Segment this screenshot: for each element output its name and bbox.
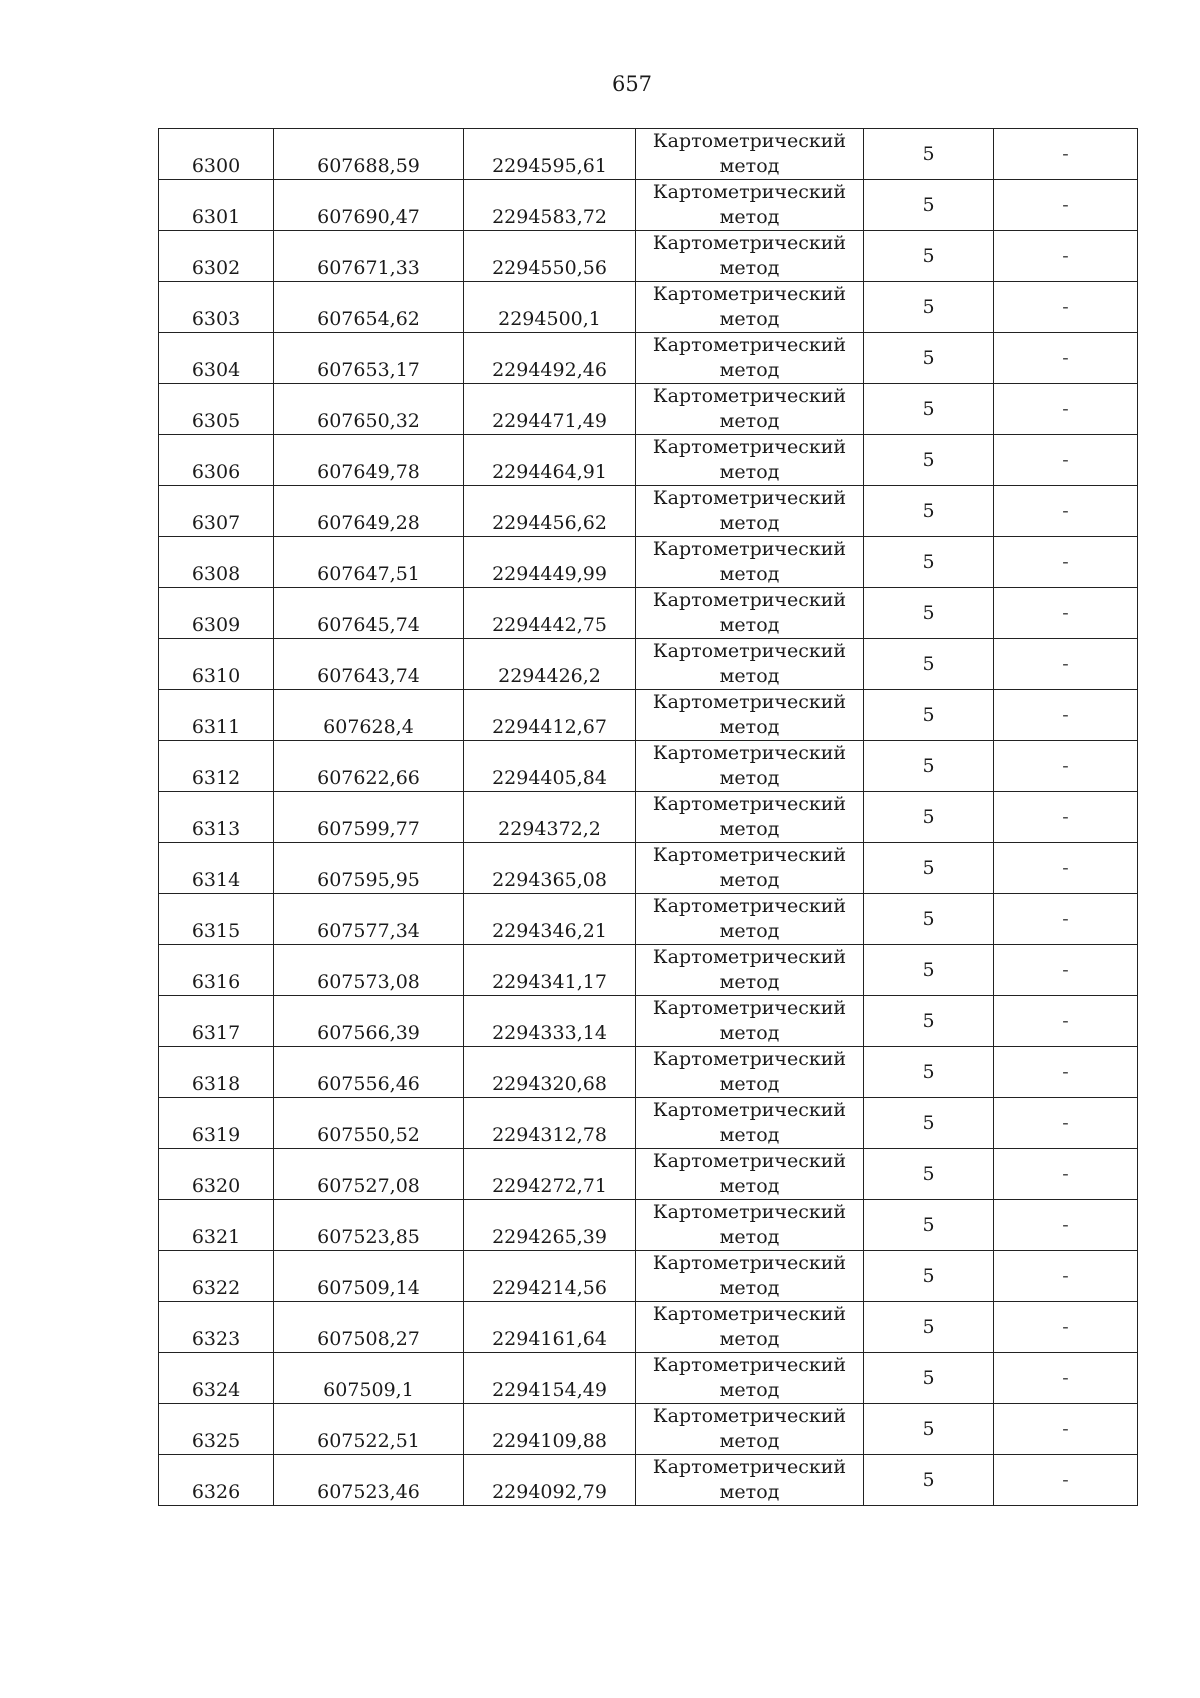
method-label-line1: Картометрический — [652, 1354, 847, 1376]
method-label-line1: Картометрический — [652, 487, 847, 509]
method-cell — [636, 1353, 864, 1404]
x-coordinate-cell: 607508,27 — [274, 1302, 464, 1353]
x-coordinate-cell: 607645,74 — [274, 588, 464, 639]
y-coordinate-cell: 2294412,67 — [464, 690, 636, 741]
note-cell: - — [994, 1455, 1138, 1506]
x-coordinate-cell: 607622,66 — [274, 741, 464, 792]
method-cell — [636, 741, 864, 792]
table-row — [159, 1047, 1138, 1098]
note-cell: - — [994, 945, 1138, 996]
method-label-line2: метод — [719, 461, 780, 483]
accuracy-cell: 5 — [864, 1047, 994, 1098]
table-row — [159, 639, 1138, 690]
point-number-cell: 6322 — [159, 1251, 274, 1302]
method-label-line2: метод — [719, 1277, 780, 1299]
y-coordinate-cell: 2294346,21 — [464, 894, 636, 945]
method-label-line2: метод — [719, 410, 780, 432]
point-number-cell: 6319 — [159, 1098, 274, 1149]
note-cell: - — [994, 333, 1138, 384]
y-coordinate-cell: 2294312,78 — [464, 1098, 636, 1149]
x-coordinate-cell: 607523,85 — [274, 1200, 464, 1251]
method-label-line1: Картометрический — [652, 1048, 847, 1070]
method-label-line2: метод — [719, 1379, 780, 1401]
y-coordinate-cell: 2294550,56 — [464, 231, 636, 282]
method-label-line1: Картометрический — [652, 1201, 847, 1223]
method-cell — [636, 690, 864, 741]
table-row — [159, 1404, 1138, 1455]
table-row — [159, 843, 1138, 894]
point-number-cell: 6301 — [159, 180, 274, 231]
method-cell — [636, 1047, 864, 1098]
accuracy-cell: 5 — [864, 894, 994, 945]
x-coordinate-cell: 607523,46 — [274, 1455, 464, 1506]
table-row — [159, 180, 1138, 231]
note-cell: - — [994, 843, 1138, 894]
note-cell: - — [994, 639, 1138, 690]
table-row — [159, 690, 1138, 741]
accuracy-cell: 5 — [864, 180, 994, 231]
method-label-line1: Картометрический — [652, 538, 847, 560]
note-cell: - — [994, 435, 1138, 486]
method-cell — [636, 537, 864, 588]
note-cell: - — [994, 1098, 1138, 1149]
method-label-line1: Картометрический — [652, 1150, 847, 1172]
method-label-line1: Картометрический — [652, 1405, 847, 1427]
method-cell — [636, 1455, 864, 1506]
x-coordinate-cell: 607566,39 — [274, 996, 464, 1047]
method-cell — [636, 282, 864, 333]
method-label-line2: метод — [719, 563, 780, 585]
method-label-line1: Картометрический — [652, 844, 847, 866]
note-cell: - — [994, 384, 1138, 435]
y-coordinate-cell: 2294365,08 — [464, 843, 636, 894]
method-label-line2: метод — [719, 155, 780, 177]
note-cell: - — [994, 996, 1138, 1047]
method-label-line2: метод — [719, 767, 780, 789]
point-number-cell: 6303 — [159, 282, 274, 333]
note-cell: - — [994, 231, 1138, 282]
table-body — [159, 129, 1138, 1506]
note-cell: - — [994, 1149, 1138, 1200]
accuracy-cell: 5 — [864, 1353, 994, 1404]
table-row — [159, 1251, 1138, 1302]
point-number-cell: 6318 — [159, 1047, 274, 1098]
accuracy-cell: 5 — [864, 690, 994, 741]
y-coordinate-cell: 2294109,88 — [464, 1404, 636, 1455]
point-number-cell: 6309 — [159, 588, 274, 639]
method-label-line2: метод — [719, 359, 780, 381]
table-row — [159, 1353, 1138, 1404]
x-coordinate-cell: 607595,95 — [274, 843, 464, 894]
table-row — [159, 231, 1138, 282]
method-label-line1: Картометрический — [652, 1456, 847, 1478]
x-coordinate-cell: 607643,74 — [274, 639, 464, 690]
table-row — [159, 945, 1138, 996]
table-row — [159, 741, 1138, 792]
method-cell — [636, 945, 864, 996]
method-label-line2: метод — [719, 971, 780, 993]
method-label-line2: метод — [719, 1226, 780, 1248]
method-label-line1: Картометрический — [652, 334, 847, 356]
method-cell — [636, 996, 864, 1047]
note-cell: - — [994, 792, 1138, 843]
table-row — [159, 792, 1138, 843]
method-label-line1: Картометрический — [652, 946, 847, 968]
y-coordinate-cell: 2294471,49 — [464, 384, 636, 435]
method-cell — [636, 792, 864, 843]
x-coordinate-cell: 607573,08 — [274, 945, 464, 996]
accuracy-cell: 5 — [864, 1098, 994, 1149]
method-label-line1: Картометрический — [652, 793, 847, 815]
point-number-cell: 6317 — [159, 996, 274, 1047]
y-coordinate-cell: 2294595,61 — [464, 129, 636, 180]
x-coordinate-cell: 607647,51 — [274, 537, 464, 588]
accuracy-cell: 5 — [864, 1302, 994, 1353]
y-coordinate-cell: 2294456,62 — [464, 486, 636, 537]
table-row — [159, 1149, 1138, 1200]
method-label-line1: Картометрический — [652, 385, 847, 407]
point-number-cell: 6323 — [159, 1302, 274, 1353]
y-coordinate-cell: 2294161,64 — [464, 1302, 636, 1353]
method-label-line2: метод — [719, 1073, 780, 1095]
y-coordinate-cell: 2294265,39 — [464, 1200, 636, 1251]
accuracy-cell: 5 — [864, 1404, 994, 1455]
note-cell: - — [994, 180, 1138, 231]
method-cell — [636, 435, 864, 486]
accuracy-cell: 5 — [864, 1251, 994, 1302]
method-cell — [636, 384, 864, 435]
point-number-cell: 6315 — [159, 894, 274, 945]
x-coordinate-cell: 607688,59 — [274, 129, 464, 180]
method-label-line1: Картометрический — [652, 742, 847, 764]
x-coordinate-cell: 607628,4 — [274, 690, 464, 741]
point-number-cell: 6304 — [159, 333, 274, 384]
note-cell: - — [994, 1302, 1138, 1353]
y-coordinate-cell: 2294405,84 — [464, 741, 636, 792]
method-label-line2: метод — [719, 869, 780, 891]
method-label-line2: метод — [719, 512, 780, 534]
y-coordinate-cell: 2294333,14 — [464, 996, 636, 1047]
point-number-cell: 6321 — [159, 1200, 274, 1251]
accuracy-cell: 5 — [864, 1200, 994, 1251]
method-label-line1: Картометрический — [652, 589, 847, 611]
method-cell — [636, 486, 864, 537]
x-coordinate-cell: 607550,52 — [274, 1098, 464, 1149]
x-coordinate-cell: 607654,62 — [274, 282, 464, 333]
table-row — [159, 333, 1138, 384]
method-label-line2: метод — [719, 1022, 780, 1044]
y-coordinate-cell: 2294583,72 — [464, 180, 636, 231]
point-number-cell: 6312 — [159, 741, 274, 792]
method-cell — [636, 1149, 864, 1200]
note-cell: - — [994, 690, 1138, 741]
accuracy-cell: 5 — [864, 1455, 994, 1506]
method-cell — [636, 129, 864, 180]
point-number-cell: 6305 — [159, 384, 274, 435]
method-cell — [636, 843, 864, 894]
point-number-cell: 6313 — [159, 792, 274, 843]
accuracy-cell: 5 — [864, 1149, 994, 1200]
point-number-cell: 6311 — [159, 690, 274, 741]
method-cell — [636, 639, 864, 690]
x-coordinate-cell: 607509,14 — [274, 1251, 464, 1302]
table-row — [159, 282, 1138, 333]
method-cell — [636, 333, 864, 384]
note-cell: - — [994, 1047, 1138, 1098]
point-number-cell: 6310 — [159, 639, 274, 690]
method-label-line1: Картометрический — [652, 1303, 847, 1325]
table-row — [159, 1200, 1138, 1251]
method-label-line1: Картометрический — [652, 283, 847, 305]
method-cell — [636, 588, 864, 639]
method-label-line2: метод — [719, 1481, 780, 1503]
x-coordinate-cell: 607599,77 — [274, 792, 464, 843]
method-label-line1: Картометрический — [652, 232, 847, 254]
method-label-line2: метод — [719, 665, 780, 687]
method-cell — [636, 180, 864, 231]
method-label-line2: метод — [719, 206, 780, 228]
accuracy-cell: 5 — [864, 996, 994, 1047]
y-coordinate-cell: 2294492,46 — [464, 333, 636, 384]
method-label-line2: метод — [719, 1175, 780, 1197]
table-row — [159, 435, 1138, 486]
method-label-line1: Картометрический — [652, 640, 847, 662]
table-row — [159, 384, 1138, 435]
x-coordinate-cell: 607649,28 — [274, 486, 464, 537]
table-row — [159, 1302, 1138, 1353]
y-coordinate-cell: 2294464,91 — [464, 435, 636, 486]
point-number-cell: 6320 — [159, 1149, 274, 1200]
method-label-line2: метод — [719, 308, 780, 330]
method-label-line1: Картометрический — [652, 1252, 847, 1274]
point-number-cell: 6307 — [159, 486, 274, 537]
note-cell: - — [994, 1251, 1138, 1302]
accuracy-cell: 5 — [864, 333, 994, 384]
accuracy-cell: 5 — [864, 792, 994, 843]
point-number-cell: 6302 — [159, 231, 274, 282]
note-cell: - — [994, 1404, 1138, 1455]
y-coordinate-cell: 2294154,49 — [464, 1353, 636, 1404]
method-cell — [636, 1200, 864, 1251]
method-label-line2: метод — [719, 1328, 780, 1350]
x-coordinate-cell: 607653,17 — [274, 333, 464, 384]
method-label-line2: метод — [719, 1430, 780, 1452]
note-cell: - — [994, 537, 1138, 588]
table-row — [159, 894, 1138, 945]
x-coordinate-cell: 607690,47 — [274, 180, 464, 231]
method-cell — [636, 1251, 864, 1302]
method-cell — [636, 1302, 864, 1353]
accuracy-cell: 5 — [864, 384, 994, 435]
accuracy-cell: 5 — [864, 537, 994, 588]
method-label-line1: Картометрический — [652, 130, 847, 152]
point-number-cell: 6300 — [159, 129, 274, 180]
table-row — [159, 1455, 1138, 1506]
table-row — [159, 1098, 1138, 1149]
accuracy-cell: 5 — [864, 129, 994, 180]
method-label-line1: Картометрический — [652, 691, 847, 713]
y-coordinate-cell: 2294449,99 — [464, 537, 636, 588]
y-coordinate-cell: 2294372,2 — [464, 792, 636, 843]
y-coordinate-cell: 2294214,56 — [464, 1251, 636, 1302]
point-number-cell: 6316 — [159, 945, 274, 996]
method-label-line2: метод — [719, 716, 780, 738]
table-row — [159, 486, 1138, 537]
page-number: 657 — [611, 72, 653, 96]
point-number-cell: 6308 — [159, 537, 274, 588]
accuracy-cell: 5 — [864, 486, 994, 537]
x-coordinate-cell: 607649,78 — [274, 435, 464, 486]
note-cell: - — [994, 588, 1138, 639]
note-cell: - — [994, 894, 1138, 945]
method-label-line2: метод — [719, 614, 780, 636]
method-cell — [636, 894, 864, 945]
method-label-line2: метод — [719, 257, 780, 279]
method-cell — [636, 1404, 864, 1455]
x-coordinate-cell: 607650,32 — [274, 384, 464, 435]
table-row — [159, 588, 1138, 639]
note-cell: - — [994, 741, 1138, 792]
point-number-cell: 6326 — [159, 1455, 274, 1506]
accuracy-cell: 5 — [864, 435, 994, 486]
y-coordinate-cell: 2294426,2 — [464, 639, 636, 690]
note-cell: - — [994, 1200, 1138, 1251]
coordinates-table — [158, 128, 1138, 1506]
y-coordinate-cell: 2294442,75 — [464, 588, 636, 639]
accuracy-cell: 5 — [864, 231, 994, 282]
note-cell: - — [994, 129, 1138, 180]
x-coordinate-cell: 607527,08 — [274, 1149, 464, 1200]
method-label-line1: Картометрический — [652, 181, 847, 203]
x-coordinate-cell: 607577,34 — [274, 894, 464, 945]
method-cell — [636, 231, 864, 282]
method-label-line1: Картометрический — [652, 436, 847, 458]
method-label-line2: метод — [719, 920, 780, 942]
method-label-line1: Картометрический — [652, 895, 847, 917]
table-row — [159, 996, 1138, 1047]
note-cell: - — [994, 486, 1138, 537]
point-number-cell: 6325 — [159, 1404, 274, 1455]
method-label-line1: Картометрический — [652, 997, 847, 1019]
y-coordinate-cell: 2294341,17 — [464, 945, 636, 996]
table-row — [159, 129, 1138, 180]
x-coordinate-cell: 607509,1 — [274, 1353, 464, 1404]
accuracy-cell: 5 — [864, 639, 994, 690]
accuracy-cell: 5 — [864, 945, 994, 996]
point-number-cell: 6324 — [159, 1353, 274, 1404]
method-label-line1: Картометрический — [652, 1099, 847, 1121]
method-label-line2: метод — [719, 818, 780, 840]
method-cell — [636, 1098, 864, 1149]
accuracy-cell: 5 — [864, 843, 994, 894]
y-coordinate-cell: 2294320,68 — [464, 1047, 636, 1098]
accuracy-cell: 5 — [864, 282, 994, 333]
x-coordinate-cell: 607671,33 — [274, 231, 464, 282]
y-coordinate-cell: 2294500,1 — [464, 282, 636, 333]
accuracy-cell: 5 — [864, 741, 994, 792]
note-cell: - — [994, 282, 1138, 333]
point-number-cell: 6306 — [159, 435, 274, 486]
x-coordinate-cell: 607522,51 — [274, 1404, 464, 1455]
x-coordinate-cell: 607556,46 — [274, 1047, 464, 1098]
point-number-cell: 6314 — [159, 843, 274, 894]
method-label-line2: метод — [719, 1124, 780, 1146]
table-row — [159, 537, 1138, 588]
accuracy-cell: 5 — [864, 588, 994, 639]
note-cell: - — [994, 1353, 1138, 1404]
y-coordinate-cell: 2294092,79 — [464, 1455, 636, 1506]
y-coordinate-cell: 2294272,71 — [464, 1149, 636, 1200]
